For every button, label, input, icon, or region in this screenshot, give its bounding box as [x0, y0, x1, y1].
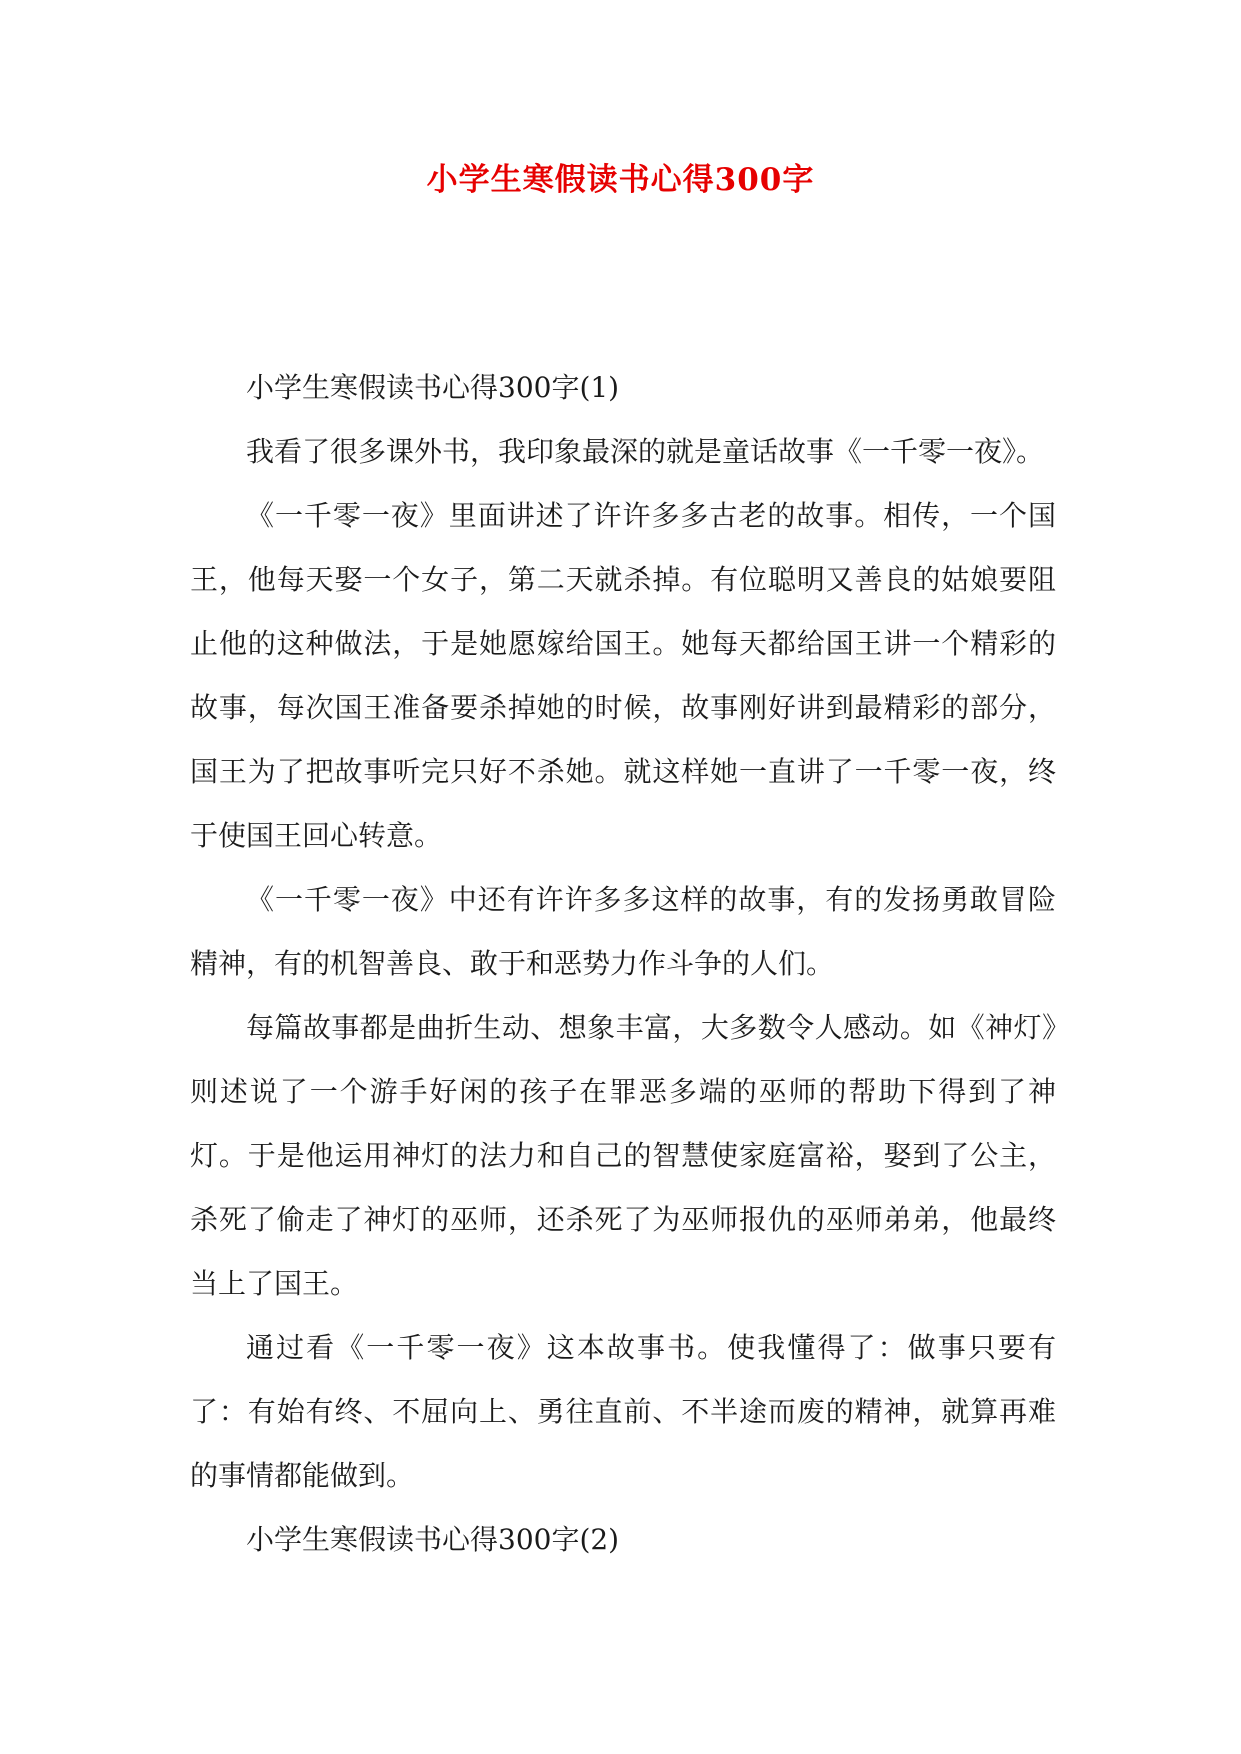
section-heading-2: 小学生寒假读书心得300字(2): [246, 1523, 620, 1556]
page-title: 小学生寒假读书心得300字: [426, 162, 815, 198]
document-body: [190, 356, 1056, 1572]
paragraph-3: 《一千零一夜》中还有许许多多这样的故事，有的发扬勇敢冒险精神，有的机智善良、敢于和恶势力作斗争的人们。: [190, 883, 1056, 980]
paragraph-2: 《一千零一夜》里面讲述了许许多多古老的故事。相传，一个国王，他每天娶一个女子，第二天就杀掉。有位聪明又善良的姑娘要阻止他的这种做法，于是她愿嫁给国王。她每天都给国王讲一个精彩的故事，每次国王准备要杀掉她的时候，故事刚好讲到最精彩的部分，国王为了把故事听完只好不杀她。就这样她一直讲了一千零一夜，终于使国王回心转意。: [190, 499, 1056, 852]
paragraph-4: 每篇故事都是曲折生动、想象丰富，大多数令人感动。如《神灯》则述说了一个游手好闲的孩子在罪恶多端的巫师的帮助下得到了神灯。于是他运用神灯的法力和自己的智慧使家庭富裕，娶到了公主，杀死了偷走了神灯的巫师，还杀死了为巫师报仇的巫师弟弟，他最终当上了国王。: [190, 1011, 1056, 1300]
paragraph-1: 我看了很多课外书，我印象最深的就是童话故事《一千零一夜》。: [246, 435, 1045, 468]
paragraph-5: 通过看《一千零一夜》这本故事书。使我懂得了：做事只要有了：有始有终、不屈向上、勇往直前、不半途而废的精神，就算再难的事情都能做到。: [190, 1331, 1056, 1492]
section-heading-1: 小学生寒假读书心得300字(1): [246, 371, 620, 404]
